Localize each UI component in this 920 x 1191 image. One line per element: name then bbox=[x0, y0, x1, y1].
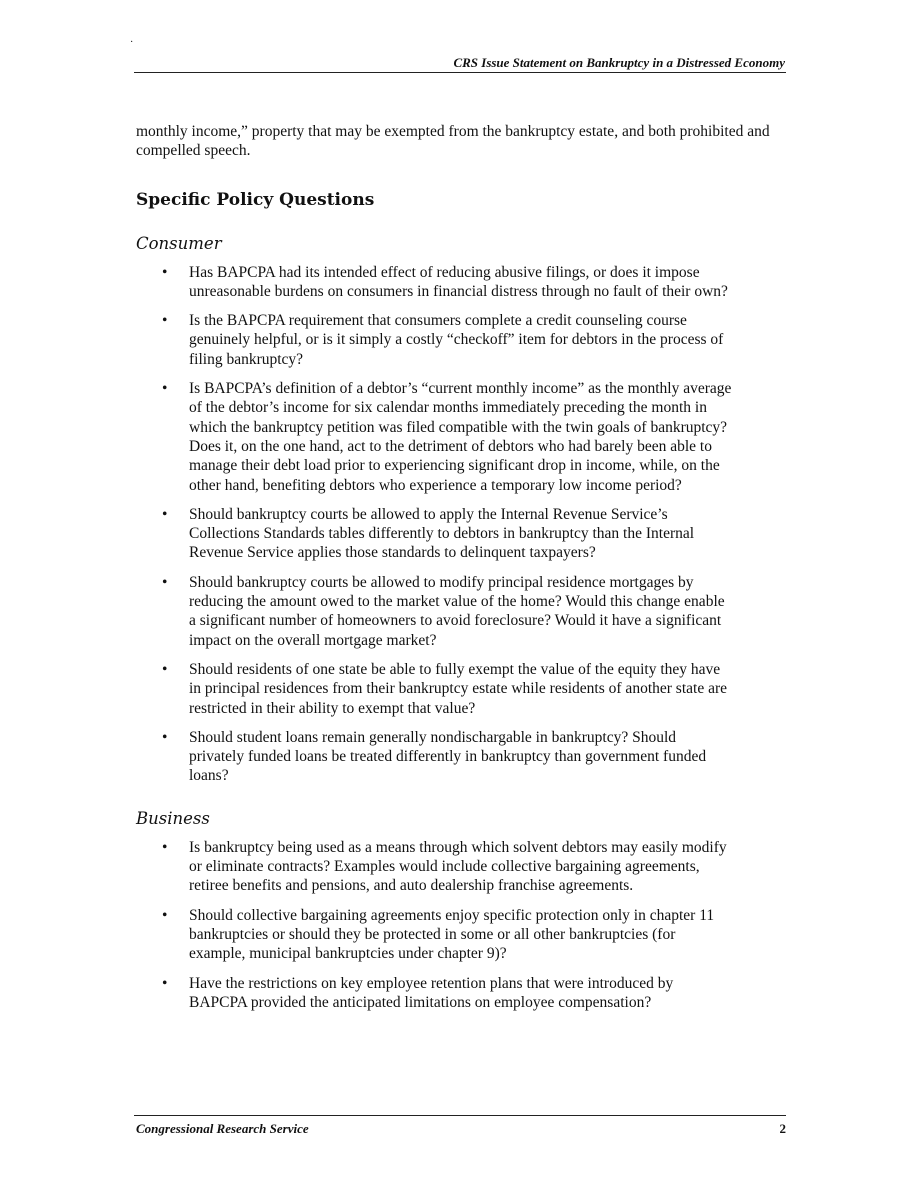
bullet-icon: • bbox=[162, 380, 168, 398]
running-header: CRS Issue Statement on Bankruptcy in a Distressed Economy bbox=[453, 55, 785, 70]
bullet-icon: • bbox=[162, 974, 168, 992]
consumer-heading: Consumer bbox=[136, 233, 222, 253]
business-list bbox=[136, 838, 734, 1012]
list-item: • Is the BAPCPA requirement that consumers complete a credit counseling course genuinely helpful, or is it simply a costly “checkoff” item for debtors in the process of filing bankruptcy? bbox=[162, 312, 724, 368]
page-number: 2 bbox=[779, 1121, 786, 1136]
footer-rule bbox=[134, 1115, 786, 1116]
list-item: • Should residents of one state be able to fully exempt the value of the equity they have in principal residences from their bankruptcy estate while residents of another state are restricted in their ability to exempt that value? bbox=[162, 660, 727, 717]
page-body bbox=[136, 122, 788, 1022]
consumer-list bbox=[136, 263, 734, 786]
bullet-icon: • bbox=[162, 838, 168, 856]
section-heading: Specific Policy Questions bbox=[136, 189, 375, 210]
list-item: • Is BAPCPA’s definition of a debtor’s “current monthly income” as the monthly average of the debtor’s income for six calendar months immediately preceding the month in which the bankruptcy petition was filed compatible with the twin goals of bankruptcy? Does it, on the one hand, act to the detriment of debtors who had barely been able to manage their debt load prior to experiencing significant drop in income, while, on the other hand, benefiting debtors who experience a temporary low income period? bbox=[162, 380, 732, 494]
bullet-icon: • bbox=[162, 660, 168, 678]
list-item: • Have the restrictions on key employee retention plans that were introduced by BAPCPA provided the anticipated limitations on employee compensation? bbox=[162, 974, 674, 1011]
list-item: • Should student loans remain generally nondischargable in bankruptcy? Should privately funded loans be treated differently in bankruptcy than government funded loans? bbox=[162, 728, 707, 785]
bullet-icon: • bbox=[162, 263, 168, 281]
bullet-icon: • bbox=[162, 573, 168, 591]
list-item: • Should bankruptcy courts be allowed to modify principal residence mortgages by reducing the amount owed to the market value of the home? Would this change enable a significant number of homeowners to avoid foreclosure? Would it have a significant impact on the overall mortgage market? bbox=[162, 573, 725, 649]
list-item: • Should bankruptcy courts be allowed to apply the Internal Revenue Service’s Collections Standards tables differently to debtors in bankruptcy than the Internal Revenue Service applies those standards to delinquent taxpayers? bbox=[162, 505, 695, 562]
list-item: • Is bankruptcy being used as a means through which solvent debtors may easily modify or eliminate contracts? Examples would include collective bargaining agreements, retiree benefits and pensions, and auto dealership franchise agreements. bbox=[162, 838, 727, 895]
footer-org: Congressional Research Service bbox=[136, 1121, 309, 1136]
header-rule bbox=[134, 72, 786, 73]
bullet-icon: • bbox=[162, 505, 168, 523]
list-item: • Has BAPCPA had its intended effect of reducing abusive filings, or does it impose unreasonable burdens on consumers in financial distress through no fault of their own? bbox=[162, 263, 728, 300]
stray-mark: · bbox=[130, 37, 134, 48]
bullet-icon: • bbox=[162, 728, 168, 746]
intro-paragraph: monthly income,” property that may be exempted from the bankruptcy estate, and both prohibited and compelled speech. bbox=[136, 123, 770, 160]
list-item: • Should collective bargaining agreements enjoy specific protection only in chapter 11 bankruptcies or should they be protected in some or all other bankruptcies (for example, municipal bankruptcies under chapter 9)? bbox=[162, 906, 715, 963]
business-heading: Business bbox=[136, 808, 210, 828]
bullet-icon: • bbox=[162, 906, 168, 924]
bullet-icon: • bbox=[162, 312, 168, 330]
